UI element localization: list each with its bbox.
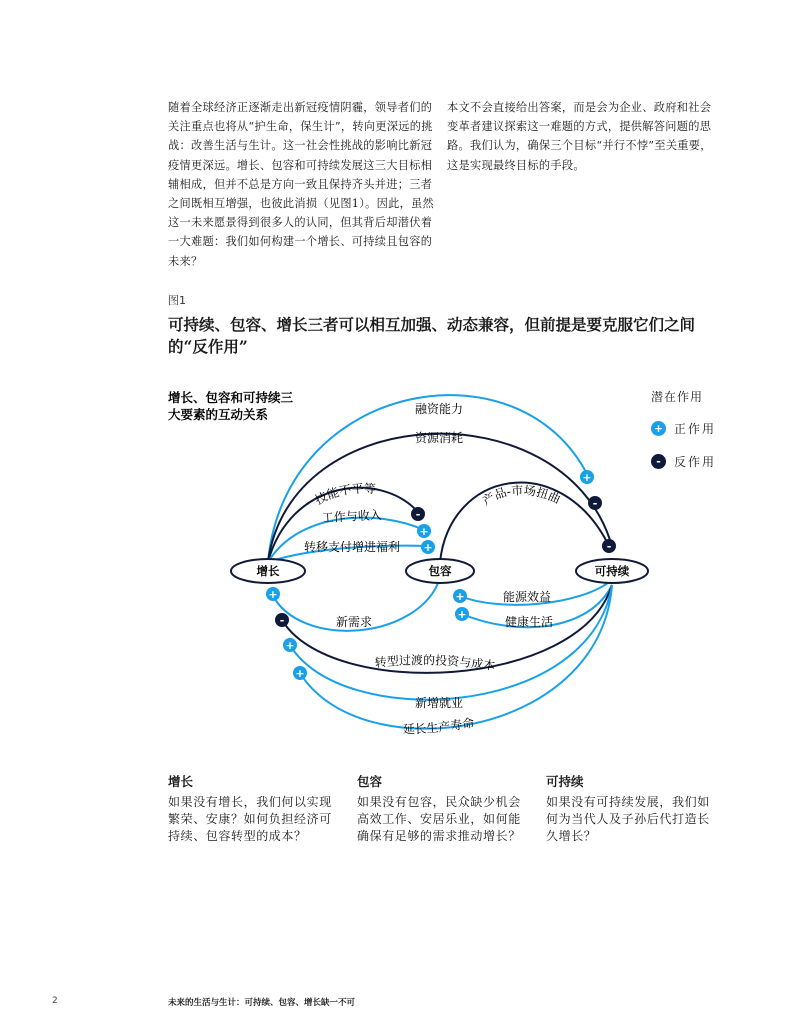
node-inclusion	[406, 559, 474, 583]
label-market	[479, 482, 563, 508]
question-growth	[168, 772, 343, 845]
minus-marker-label: -	[279, 614, 285, 627]
question-sustain-head: 可持续	[546, 774, 584, 789]
footer-title: 未来的生活与生计：可持续、包容、增长缺一不可	[168, 998, 356, 1008]
node-inclusion-label: 包容	[428, 564, 452, 578]
minus-marker	[588, 496, 602, 510]
plus-marker-label: +	[457, 608, 467, 621]
question-sustain-text: 如果没有可持续发展，我们如何为当代人及子孙后代打造长久增长？	[546, 795, 710, 843]
plus-marker	[455, 607, 469, 621]
minus-marker-label: -	[415, 508, 421, 521]
label-skills	[312, 482, 376, 508]
plus-marker-label: +	[295, 667, 305, 680]
label-jobs: 新增就业	[415, 696, 464, 710]
label-financing: 融资能力	[415, 402, 464, 416]
label-skills-path: 技能不平等	[312, 481, 377, 508]
figure-title: 可持续、包容、增长三者可以相互加强、动态兼容，但前提是要克服它们之间的“反作用”	[168, 315, 696, 356]
plus-marker	[580, 470, 594, 484]
minus-marker-label: -	[606, 540, 612, 553]
legend-title: 潜在作用	[651, 390, 704, 404]
node-growth-label: 增长	[256, 564, 280, 578]
question-growth-head: 增长	[168, 774, 194, 789]
label-transfer: 转移支付增进福利	[304, 540, 401, 554]
node-sustain-label: 可持续	[594, 564, 630, 578]
minus-marker	[602, 539, 616, 553]
label-longevity	[403, 715, 475, 736]
intro-left-column: 随着全球经济正逐渐走出新冠疫情阴霾，领导者们的关注重点也将从“护生命，保生计”，转向更深远的挑战：改善生活与生计。这一社会性挑战的影响比新冠疫情更深远。增长、包容和可持续发展这三大目标相辅相成，但并不总是方向一致且保持齐头并进；三者之间既相互增强，也彼此消损（见图1）。因此，虽然这一未来愿景得到很多人的认同，但其背后却潜伏着一大难题：我们如何构建一个增长、可持续且包容的未来？	[168, 101, 435, 268]
question-inclusion	[357, 772, 532, 845]
question-inclusion-text: 如果没有包容，民众缺少机会高效工作、安居乐业，如何能确保有足够的需求推动增长？	[357, 795, 521, 843]
plus-marker-label: +	[423, 541, 433, 554]
label-resource: 资源消耗	[415, 431, 464, 445]
link-jobs	[290, 585, 612, 700]
legend-positive	[651, 420, 716, 437]
minus-marker	[275, 613, 289, 627]
minus-marker	[411, 507, 425, 521]
page-number: 2	[52, 996, 58, 1006]
legend-positive-label: 正作用	[674, 422, 717, 436]
legend-negative	[651, 453, 716, 470]
label-work: 工作与收入	[321, 507, 383, 525]
node-growth	[231, 559, 305, 583]
plus-marker	[421, 540, 435, 554]
intro-right-column: 本文不会直接给出答案，而是会为企业、政府和社会变革者建议探索这一难题的方式，提供解答问题的思路。我们认为，确保三个目标“并行不悖”至关重要，这是实现最终目标的手段。	[447, 101, 712, 172]
plus-marker	[453, 589, 467, 603]
legend-negative-label: 反作用	[674, 455, 717, 469]
label-health: 健康生活	[505, 615, 554, 629]
figure-label: 图1	[168, 294, 186, 307]
node-sustain	[576, 559, 648, 583]
plus-marker	[283, 638, 297, 652]
plus-marker	[417, 524, 431, 538]
question-sustain	[546, 772, 721, 845]
question-inclusion-head: 包容	[357, 774, 383, 789]
label-longevity-path: 延长生产寿命	[402, 715, 476, 737]
label-demand: 新需求	[336, 615, 373, 629]
question-growth-text: 如果没有增长，我们何以实现繁荣、安康？如何负担经济可持续、包容转型的成本？	[168, 795, 332, 843]
plus-marker-label: +	[455, 590, 465, 603]
legend-positive-dot: +	[651, 421, 666, 436]
plus-marker	[266, 587, 280, 601]
diagram-title-line1: 增长、包容和可持续三	[168, 390, 294, 405]
diagram-title-line2: 大要素的互动关系	[168, 407, 269, 422]
label-market-path: 产品-市场扭曲	[479, 483, 563, 509]
plus-marker-label: +	[419, 525, 429, 538]
plus-marker-label: +	[582, 471, 592, 484]
legend-negative-dot: -	[651, 454, 666, 469]
minus-marker-label: -	[592, 497, 598, 510]
plus-marker-label: +	[268, 588, 278, 601]
plus-marker	[293, 666, 307, 680]
plus-marker-label: +	[285, 639, 295, 652]
label-transition	[374, 652, 496, 673]
label-transition-path: 转型过渡的投资与成本	[374, 653, 497, 674]
label-energy: 能源效益	[503, 590, 552, 604]
